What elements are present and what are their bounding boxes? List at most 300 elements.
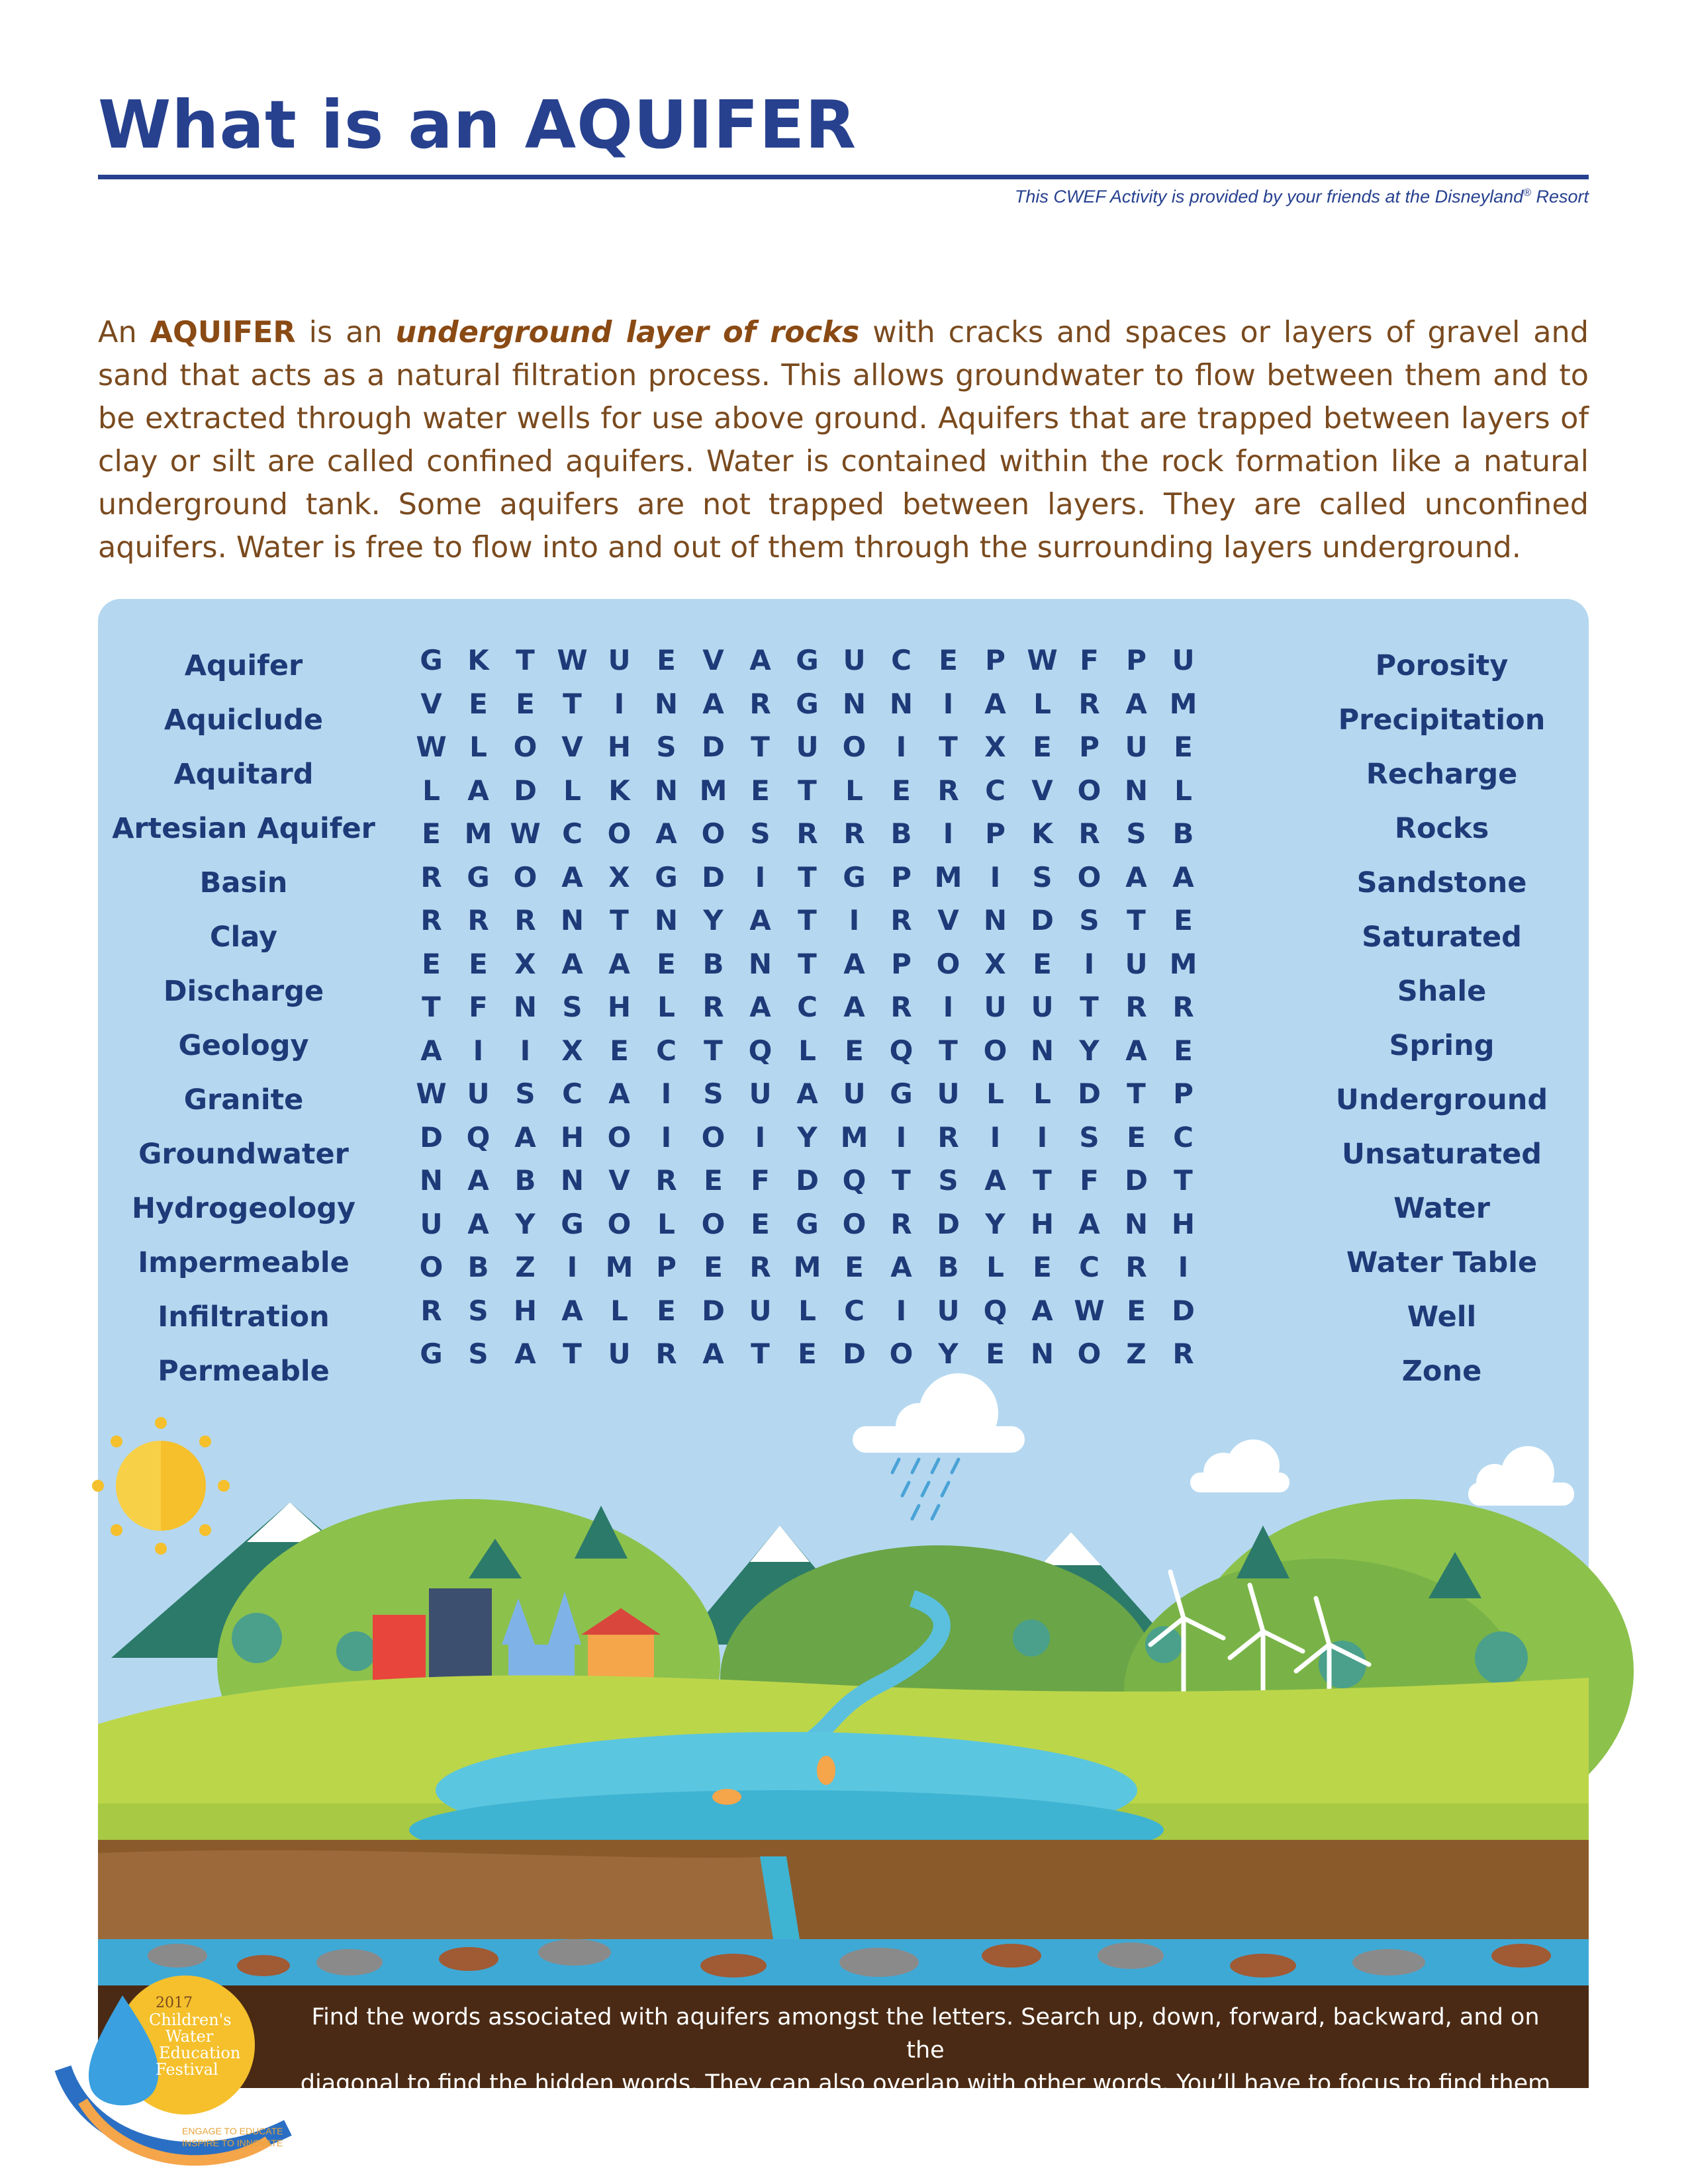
grid-letter[interactable]: R (890, 904, 912, 936)
grid-letter[interactable]: A (702, 1338, 724, 1370)
grid-letter[interactable]: I (943, 817, 954, 850)
grid-letter[interactable]: Q (842, 1164, 867, 1197)
grid-letter[interactable]: R (1125, 991, 1147, 1023)
grid-letter[interactable]: I (943, 687, 954, 720)
grid-letter[interactable]: D (702, 731, 725, 763)
grid-letter[interactable]: U (843, 644, 866, 676)
grid-letter[interactable]: G (467, 860, 490, 893)
grid-letter[interactable]: S (938, 1164, 959, 1197)
grid-letter[interactable]: L (610, 1294, 628, 1327)
grid-letter[interactable]: F (1080, 644, 1099, 676)
grid-letter[interactable]: O (1077, 774, 1102, 807)
grid-letter[interactable]: V (420, 687, 442, 720)
grid-letter[interactable]: N (1030, 1338, 1055, 1370)
grid-letter[interactable]: O (701, 817, 726, 850)
grid-letter[interactable]: I (755, 860, 766, 893)
grid-letter[interactable]: A (561, 860, 583, 893)
grid-letter[interactable]: B (890, 817, 912, 850)
grid-letter[interactable]: A (561, 947, 583, 980)
grid-letter[interactable]: A (608, 1077, 630, 1110)
grid-letter[interactable]: A (1125, 687, 1147, 720)
grid-letter[interactable]: S (1126, 817, 1147, 850)
grid-letter[interactable]: A (843, 947, 865, 980)
grid-row (408, 725, 1207, 769)
grid-letter[interactable]: W (510, 817, 541, 850)
grid-letter[interactable]: V (608, 1164, 630, 1197)
grid-letter[interactable]: U (1031, 991, 1054, 1023)
grid-letter[interactable]: U (467, 1077, 490, 1110)
grid-letter[interactable]: P (1079, 731, 1100, 763)
grid-letter[interactable]: T (422, 991, 441, 1023)
grid-letter[interactable]: A (608, 947, 630, 980)
grid-letter[interactable]: R (796, 817, 818, 850)
grid-letter[interactable]: U (796, 731, 819, 763)
grid-letter[interactable]: E (1033, 731, 1052, 763)
grid-letter[interactable]: L (422, 774, 440, 807)
grid-letter[interactable]: U (1172, 644, 1195, 676)
grid-row (408, 1072, 1207, 1116)
grid-letter[interactable]: S (703, 1077, 724, 1110)
grid-letter[interactable]: R (1078, 687, 1100, 720)
grid-letter[interactable]: A (467, 1207, 489, 1240)
grid-letter[interactable]: V (702, 644, 724, 676)
grid-letter[interactable]: N (1124, 1207, 1149, 1240)
grid-letter[interactable]: O (607, 1120, 632, 1154)
grid-letter[interactable]: F (1080, 1164, 1099, 1197)
grid-letter[interactable]: R (1078, 817, 1100, 850)
grid-letter[interactable]: S (1079, 1120, 1100, 1154)
grid-letter[interactable]: X (514, 947, 536, 980)
grid-letter[interactable]: D (702, 1294, 725, 1327)
grid-letter[interactable]: A (796, 1077, 818, 1110)
grid-letter[interactable]: D (1078, 1077, 1101, 1110)
grid-letter[interactable]: O (842, 1207, 867, 1240)
grid-letter[interactable]: L (563, 774, 581, 807)
grid-letter[interactable]: A (1125, 860, 1147, 893)
grid-letter[interactable]: R (420, 860, 442, 893)
grid-letter[interactable]: W (1027, 644, 1058, 676)
grid-letter[interactable]: C (891, 644, 912, 676)
grid-letter[interactable]: G (796, 1207, 819, 1240)
grid-letter[interactable]: Y (515, 1207, 536, 1240)
grid-letter[interactable]: Y (797, 1120, 818, 1154)
grid-letter[interactable]: T (798, 947, 817, 980)
grid-letter[interactable]: R (420, 904, 442, 936)
grid-letter[interactable]: C (797, 991, 818, 1023)
grid-letter[interactable]: E (704, 1251, 723, 1283)
grid-letter[interactable]: Q (983, 1294, 1008, 1327)
grid-letter[interactable]: L (798, 1034, 816, 1067)
grid-letter[interactable]: U (1125, 947, 1148, 980)
grid-letter[interactable]: A (514, 1338, 536, 1370)
grid-letter[interactable]: D (420, 1120, 443, 1154)
grid-letter[interactable]: C (562, 817, 583, 850)
grid-letter[interactable]: T (1080, 991, 1099, 1023)
grid-letter[interactable]: A (1031, 1294, 1053, 1327)
grid-letter[interactable]: E (751, 774, 770, 807)
grid-letter[interactable]: N (654, 904, 679, 936)
grid-letter[interactable]: R (843, 817, 865, 850)
grid-letter[interactable]: A (1125, 1034, 1147, 1067)
grid-letter[interactable]: S (515, 1077, 536, 1110)
grid-letter[interactable]: L (657, 991, 675, 1023)
grid-letter[interactable]: K (467, 644, 489, 676)
grid-letter[interactable]: I (896, 1120, 907, 1154)
grid-letter[interactable]: R (890, 1207, 912, 1240)
grid-letter[interactable]: A (655, 817, 677, 850)
grid-letter[interactable]: A (890, 1251, 912, 1283)
grid-letter[interactable]: T (1127, 1077, 1146, 1110)
grid-letter[interactable]: R (655, 1164, 677, 1197)
grid-letter[interactable]: C (1079, 1251, 1100, 1283)
grid-letter[interactable]: X (608, 860, 630, 893)
grid-letter[interactable]: I (661, 1077, 672, 1110)
grid-letter[interactable]: T (704, 1034, 723, 1067)
grid-letter[interactable]: S (1032, 860, 1053, 893)
grid-letter[interactable]: A (420, 1034, 442, 1067)
grid-letter[interactable]: I (896, 1294, 907, 1327)
grid-letter[interactable]: H (607, 991, 632, 1023)
grid-letter[interactable]: V (561, 731, 583, 763)
grid-letter[interactable]: U (843, 1077, 866, 1110)
grid-letter[interactable]: S (468, 1294, 489, 1327)
grid-letter[interactable]: M (1169, 687, 1197, 720)
grid-letter[interactable]: E (657, 947, 676, 980)
grid-letter[interactable]: E (516, 687, 535, 720)
grid-letter[interactable]: I (1178, 1251, 1189, 1283)
grid-letter[interactable]: O (701, 1207, 726, 1240)
grid-letter[interactable]: Y (985, 1207, 1006, 1240)
grid-letter[interactable]: N (842, 687, 867, 720)
grid-letter[interactable]: R (467, 904, 489, 936)
grid-letter[interactable]: C (844, 1294, 865, 1327)
grid-letter[interactable]: Q (889, 1034, 914, 1067)
grid-letter[interactable]: R (1172, 1338, 1194, 1370)
grid-letter[interactable]: O (1077, 860, 1102, 893)
grid-letter[interactable]: A (561, 1294, 583, 1327)
grid-letter[interactable]: W (1074, 1294, 1105, 1327)
grid-letter[interactable]: C (1173, 1120, 1194, 1154)
grid-letter[interactable]: G (890, 1077, 913, 1110)
grid-letter[interactable]: A (749, 644, 771, 676)
grid-letter[interactable]: Z (1126, 1338, 1147, 1370)
grid-letter[interactable]: T (798, 904, 817, 936)
grid-letter[interactable]: T (1174, 1164, 1193, 1197)
grid-letter[interactable]: D (843, 1338, 866, 1370)
grid-letter[interactable]: O (701, 1120, 726, 1154)
grid-letter[interactable]: R (749, 1251, 771, 1283)
grid-letter[interactable]: T (798, 774, 817, 807)
grid-letter[interactable]: A (984, 1164, 1006, 1197)
grid-letter[interactable]: R (655, 1338, 677, 1370)
grid-letter[interactable]: I (473, 1034, 484, 1067)
grid-letter[interactable]: W (416, 1077, 447, 1110)
grid-letter[interactable]: R (420, 1294, 442, 1327)
grid-letter[interactable]: F (469, 991, 488, 1023)
grid-letter[interactable]: A (749, 904, 771, 936)
grid-letter[interactable]: A (514, 1120, 536, 1154)
grid-letter[interactable]: A (467, 774, 489, 807)
grid-letter[interactable]: B (514, 1164, 536, 1197)
grid-letter[interactable]: M (1169, 947, 1197, 980)
grid-letter[interactable]: Q (466, 1120, 491, 1154)
grid-letter[interactable]: K (1031, 817, 1053, 850)
grid-letter[interactable]: O (513, 731, 538, 763)
grid-letter[interactable]: X (984, 947, 1006, 980)
grid-row (408, 812, 1207, 856)
grid-letter[interactable]: D (796, 1164, 819, 1197)
grid-letter[interactable]: D (1031, 904, 1054, 936)
grid-letter[interactable]: R (890, 991, 912, 1023)
grid-letter[interactable]: M (934, 860, 962, 893)
grid-letter[interactable]: W (416, 731, 447, 763)
grid-letter[interactable]: L (1033, 1077, 1051, 1110)
grid-letter[interactable]: R (1125, 1251, 1147, 1283)
grid-letter[interactable]: D (1125, 1164, 1148, 1197)
grid-letter[interactable]: A (702, 687, 724, 720)
word-item: Spring (1389, 1029, 1495, 1062)
grid-letter[interactable]: B (467, 1251, 489, 1283)
grid-letter[interactable]: P (891, 860, 912, 893)
grid-letter[interactable]: T (1127, 904, 1146, 936)
grid-letter[interactable]: N (560, 904, 585, 936)
grid-letter[interactable]: O (842, 731, 867, 763)
grid-letter[interactable]: C (985, 774, 1006, 807)
grid-letter[interactable]: O (513, 860, 538, 893)
grid-letter[interactable]: T (610, 904, 629, 936)
grid-letter[interactable]: F (751, 1164, 770, 1197)
grid-letter[interactable]: S (1079, 904, 1100, 936)
grid-letter[interactable]: O (607, 817, 632, 850)
grid-letter[interactable]: E (1127, 1294, 1146, 1327)
grid-letter[interactable]: E (1174, 1034, 1193, 1067)
grid-letter[interactable]: D (1172, 1294, 1195, 1327)
grid-letter[interactable]: B (937, 1251, 959, 1283)
grid-letter[interactable]: T (939, 731, 958, 763)
grid-letter[interactable]: E (986, 1338, 1005, 1370)
grid-letter[interactable]: M (840, 1120, 868, 1154)
grid-letter[interactable]: G (420, 1338, 443, 1370)
grid-letter[interactable]: M (464, 817, 492, 850)
grid-letter[interactable]: T (516, 644, 535, 676)
grid-letter[interactable]: T (939, 1034, 958, 1067)
grid-letter[interactable]: N (748, 947, 773, 980)
grid-letter[interactable]: Y (1079, 1034, 1100, 1067)
grid-letter[interactable]: Y (938, 1338, 959, 1370)
grid-letter[interactable]: P (1173, 1077, 1194, 1110)
grid-letter[interactable]: K (608, 774, 630, 807)
grid-letter[interactable]: O (936, 947, 961, 980)
grid-letter[interactable]: V (1031, 774, 1053, 807)
grid-letter[interactable]: E (657, 644, 676, 676)
grid-letter[interactable]: O (419, 1251, 444, 1283)
grid-letter[interactable]: R (749, 687, 771, 720)
grid-letter[interactable]: I (943, 991, 954, 1023)
grid-letter[interactable]: T (1033, 1164, 1052, 1197)
grid-letter[interactable]: D (514, 774, 537, 807)
grid-letter[interactable]: L (1174, 774, 1192, 807)
grid-letter[interactable]: E (422, 817, 441, 850)
grid-letter[interactable]: T (751, 731, 770, 763)
grid-letter[interactable]: R (702, 991, 724, 1023)
grid-letter[interactable]: A (843, 991, 865, 1023)
grid-letter[interactable]: W (557, 644, 588, 676)
grid-letter[interactable]: S (468, 1338, 489, 1370)
grid-letter[interactable]: E (1033, 1251, 1052, 1283)
grid-letter[interactable]: A (984, 687, 1006, 720)
word-item: Aquiclude (164, 704, 324, 737)
grid-letter[interactable]: M (699, 774, 727, 807)
grid-letter[interactable]: S (750, 817, 771, 850)
grid-letter[interactable]: U (937, 1077, 960, 1110)
grid-letter[interactable]: D (937, 1207, 960, 1240)
grid-letter[interactable]: R (514, 904, 536, 936)
grid-letter[interactable]: G (561, 1207, 584, 1240)
grid-letter[interactable]: N (1030, 1034, 1055, 1067)
grid-letter[interactable]: M (605, 1251, 633, 1283)
grid-letter[interactable]: B (702, 947, 724, 980)
grid-letter[interactable]: O (889, 1338, 914, 1370)
grid-letter[interactable]: L (845, 774, 863, 807)
grid-letter[interactable]: U (984, 991, 1007, 1023)
grid-letter[interactable]: C (656, 1034, 677, 1067)
grid-letter[interactable]: E (1174, 731, 1193, 763)
grid-letter[interactable]: B (1172, 817, 1194, 850)
grid-letter[interactable]: R (1172, 991, 1194, 1023)
grid-letter[interactable]: N (889, 687, 914, 720)
grid-letter[interactable]: N (513, 991, 538, 1023)
grid-letter[interactable]: I (990, 1120, 1001, 1154)
grid-letter[interactable]: T (563, 1338, 582, 1370)
grid-letter[interactable]: T (751, 1338, 770, 1370)
grid-letter[interactable]: T (563, 687, 582, 720)
grid-letter[interactable]: L (657, 1207, 675, 1240)
grid-letter[interactable]: E (892, 774, 911, 807)
grid-letter[interactable]: Y (703, 904, 724, 936)
grid-letter[interactable]: G (420, 644, 443, 676)
grid-letter[interactable]: M (793, 1251, 821, 1283)
grid-letter[interactable]: H (607, 731, 632, 763)
grid-letter[interactable]: A (1172, 860, 1194, 893)
grid-letter[interactable]: I (1084, 947, 1095, 980)
grid-letter[interactable]: R (937, 1120, 959, 1154)
word-list-right (1296, 639, 1587, 1398)
grid-letter[interactable]: T (892, 1164, 911, 1197)
grid-letter[interactable]: L (1033, 687, 1051, 720)
grid-letter[interactable]: Q (748, 1034, 773, 1067)
grid-letter[interactable]: R (937, 774, 959, 807)
grid-letter[interactable]: X (561, 1034, 583, 1067)
instructions-line-1: Find the words associated with aquifers amongst the letters. Search up, down, forward, backward, and on the (311, 2004, 1540, 2064)
grid-letter[interactable]: I (661, 1120, 672, 1154)
grid-letter[interactable]: A (749, 991, 771, 1023)
grid-letter[interactable]: E (704, 1164, 723, 1197)
registered-mark: ® (1523, 187, 1531, 199)
grid-letter[interactable]: P (1126, 644, 1147, 676)
grid-letter[interactable]: I (614, 687, 625, 720)
grid-letter[interactable]: E (845, 1251, 864, 1283)
intro-paragraph (98, 311, 1589, 569)
grid-letter[interactable]: N (560, 1164, 585, 1197)
grid-letter[interactable]: X (984, 731, 1006, 763)
grid-letter[interactable]: A (1078, 1207, 1100, 1240)
grid-letter[interactable]: I (1037, 1120, 1048, 1154)
grid-letter[interactable]: E (610, 1034, 629, 1067)
grid-letter[interactable]: E (939, 644, 958, 676)
grid-letter[interactable]: U (1125, 731, 1148, 763)
grid-letter[interactable]: N (654, 687, 679, 720)
grid-letter[interactable]: L (986, 1077, 1004, 1110)
grid-letter[interactable]: U (749, 1294, 772, 1327)
grid-letter[interactable]: T (798, 860, 817, 893)
grid-letter[interactable]: G (655, 860, 678, 893)
grid-letter[interactable]: Z (515, 1251, 536, 1283)
grid-letter[interactable]: E (1033, 947, 1052, 980)
grid-letter[interactable]: E (422, 947, 441, 980)
grid-letter[interactable]: E (751, 1207, 770, 1240)
grid-letter[interactable]: V (937, 904, 959, 936)
grid-letter[interactable]: S (656, 731, 677, 763)
grid-letter[interactable]: E (469, 947, 488, 980)
grid-letter[interactable]: U (749, 1077, 772, 1110)
grid-letter[interactable]: H (513, 1294, 538, 1327)
grid-letter[interactable]: L (798, 1294, 816, 1327)
grid-letter[interactable]: O (1077, 1338, 1102, 1370)
grid-letter[interactable]: I (849, 904, 860, 936)
grid-letter[interactable]: E (1127, 1120, 1146, 1154)
grid-letter[interactable]: A (467, 1164, 489, 1197)
grid-letter[interactable]: U (608, 644, 631, 676)
grid-letter[interactable]: G (843, 860, 866, 893)
grid-letter[interactable]: G (796, 687, 819, 720)
grid-letter[interactable]: H (1171, 1207, 1196, 1240)
grid-letter[interactable]: I (990, 860, 1001, 893)
grid-letter[interactable]: P (985, 817, 1006, 850)
grid-letter[interactable]: H (1030, 1207, 1055, 1240)
grid-letter[interactable]: U (420, 1207, 443, 1240)
grid-letter[interactable]: L (469, 731, 487, 763)
grid-letter[interactable]: N (654, 774, 679, 807)
grid-letter[interactable]: L (986, 1251, 1004, 1283)
grid-letter[interactable]: U (608, 1338, 631, 1370)
grid-letter[interactable]: G (796, 644, 819, 676)
grid-letter[interactable]: S (562, 991, 583, 1023)
grid-letter[interactable]: I (896, 731, 907, 763)
grid-letter[interactable]: E (469, 687, 488, 720)
grid-letter[interactable]: U (937, 1294, 960, 1327)
grid-letter[interactable]: C (562, 1077, 583, 1110)
grid-letter[interactable]: E (845, 1034, 864, 1067)
grid-letter[interactable]: P (656, 1251, 677, 1283)
grid-letter[interactable]: O (607, 1207, 632, 1240)
cloud-icon (853, 1373, 1025, 1453)
grid-letter[interactable]: N (419, 1164, 444, 1197)
grid-letter[interactable]: D (702, 860, 725, 893)
word-item: Rocks (1394, 812, 1489, 845)
grid-letter[interactable]: N (1124, 774, 1149, 807)
grid-letter[interactable]: P (985, 644, 1006, 676)
grid-letter[interactable]: I (567, 1251, 578, 1283)
grid-letter[interactable]: I (755, 1120, 766, 1154)
grid-letter[interactable]: O (983, 1034, 1008, 1067)
grid-letter[interactable]: H (560, 1120, 585, 1154)
grid-letter[interactable]: E (798, 1338, 817, 1370)
grid-letter[interactable]: P (891, 947, 912, 980)
grid-letter[interactable]: E (1174, 904, 1193, 936)
grid-letter[interactable]: N (983, 904, 1008, 936)
grid-letter[interactable]: E (657, 1294, 676, 1327)
grid-letter[interactable]: I (520, 1034, 531, 1067)
